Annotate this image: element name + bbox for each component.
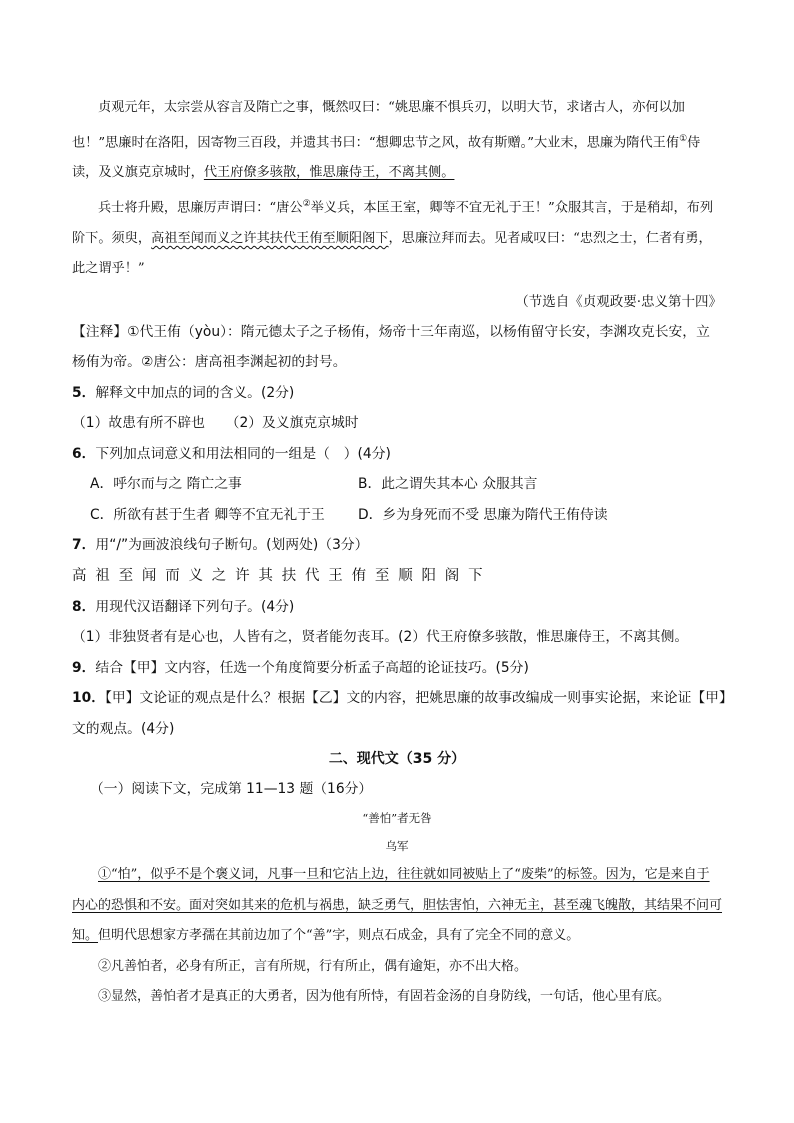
question-10-line-2: 文的观点。(4分) [72, 720, 175, 737]
question-7-sentence: 高祖至闻而义之许其扶代王侑至顺阳阁下 [72, 567, 492, 584]
footnote-marker-1: ① [679, 133, 688, 144]
question-7: 7．用“/”为画波浪线句子断句。(划两处)（3分） [72, 537, 369, 554]
question-8: 8．用现代汉语翻译下列句子。(4分) [72, 598, 295, 615]
question-10: 10．【甲】文论证的观点是什么？根据【乙】文的内容，把姚思廉的故事改编成一则事实论据，来论证【甲】 [72, 690, 733, 707]
question-6: 6．下列加点词意义和用法相同的一组是（ ）(4分) [72, 445, 391, 462]
option-a: A．呼尔而与之 隋亡之事 [90, 476, 242, 493]
article-underlined-text: ①“怕”，似乎不是个褒义词，凡事一旦和它沾上边，往往就如同被贴上了“废柴”的标签。因为，它是来自于内心的恐惧和不安。面对突如其来的危机与祸患，缺乏勇气，胆怯害怕，六神无主，甚至魂飞魄散，其结果不问可知。 [72, 867, 723, 944]
notes-line-1: 【注释】①代王侑（yòu）：隋元德太子之子杨侑，炀帝十三年南巡，以杨侑留守长安，李渊攻克长安，立 [72, 323, 710, 340]
option-d: D．乡为身死而不受 思廉为隋代王侑侍读 [358, 506, 608, 523]
question-8-items: （1）非独贤者有是心也，人皆有之，贤者能勿丧耳。(2）代王府僚多骇散，惟思廉侍王，不离其侧。 [72, 629, 689, 646]
question-6-options-row-1 [72, 469, 722, 500]
option-b: B．此之谓失其本心 众服其言 [358, 476, 538, 493]
wavy-underlined-sentence: 高祖至闻而义之许其扶代王侑至顺阳阁下 [151, 230, 389, 246]
footnote-marker-2: ② [302, 198, 311, 209]
option-c: C．所欲有甚于生者 卿等不宜无礼于王 [90, 506, 325, 523]
article-paragraph-2: ②凡善怕者，必身有所正，言有所规，行有所止，偶有逾矩，亦不出大格。 [98, 958, 528, 974]
article-paragraph-3: ③显然，善怕者才是真正的大勇者，因为他有所恃，有固若金汤的自身防线，一句话，他心里有底。 [98, 989, 671, 1005]
notes-line-2: 杨侑为帝。②唐公：唐高祖李渊起初的封号。 [72, 354, 347, 371]
article-author: 乌军 [385, 839, 409, 854]
section-title: 二、现代文（35 分） [328, 751, 466, 768]
passage-source: （节选自《贞观政要·忠义第十四》 [515, 293, 722, 310]
section-subtitle: （一）阅读下文，完成第 11—13 题（16分） [90, 781, 373, 798]
question-6-options-row-2 [72, 500, 722, 531]
question-5: 5．解释文中加点的词的含义。(2分) [72, 384, 295, 401]
passage-paragraph-2: 兵士将升殿，思廉厉声谓曰：“唐公②举义兵，本匡王室，卿等不宜无礼于王！”众服其言，于是稍却，布列阶下。须臾，高祖至闻而义之许其扶代王侑至顺阳阁下，思廉泣拜而去。见者咸叹曰：“忠烈之士，仁者有勇， 此之谓乎！” [72, 198, 719, 277]
passage-paragraph-1: 贞观元年，太宗尝从容言及隋亡之事，慨然叹曰：“姚思廉不惧兵刃，以明大节，求诸古人，亦何以加也！”思廉时在洛阳，因寄物三百段，并遗其书曰：“想卿忠节之风，故有斯赠。”大业末，思廉为隋代王侑①侍读，及义旗克京城时，代王府僚多骇散，惟思廉侍王，不离其侧。 [72, 100, 701, 181]
underlined-sentence: 代王府僚多骇散，惟思廉侍王，不离其侧。 [203, 165, 455, 181]
article-paragraph-1: ①“怕”，似乎不是个褒义词，凡事一旦和它沾上边，往往就如同被贴上了“废柴”的标签。因为，它是来自于内心的恐惧和不安。面对突如其来的危机与祸患，缺乏勇气，胆怯害怕，六神无主，甚至魂飞魄散，其结果不问可知。但明代思想家方孝孺在其前边加了个“善”字，则点石成金，具有了完全不同的意义。 [72, 867, 723, 944]
question-5-items: （1）故患有所不辟也 （2）及义旗克京城时 [72, 415, 359, 432]
article-title: “善怕”者无咎 [362, 811, 432, 826]
question-9: 9．结合【甲】文内容，任选一个角度简要分析孟子高超的论证技巧。(5分) [72, 659, 529, 676]
